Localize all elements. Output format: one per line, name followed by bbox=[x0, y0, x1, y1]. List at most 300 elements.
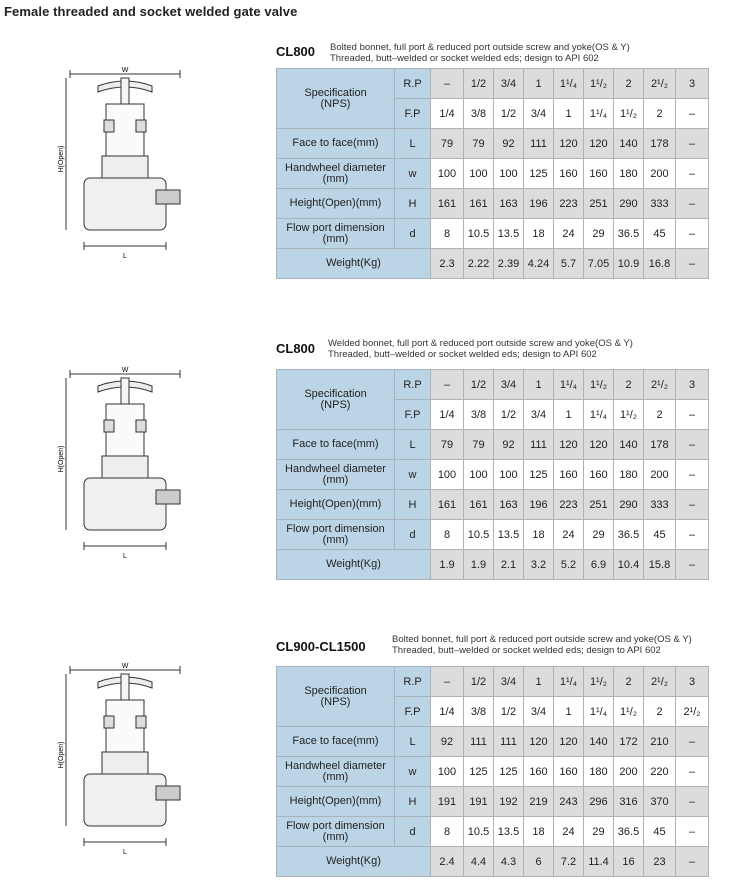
row-label-line: Face to face(mm) bbox=[292, 137, 379, 149]
table-cell: 3/4 bbox=[524, 697, 554, 727]
row-label-line: Flow port dimension bbox=[286, 522, 385, 535]
table-cell: 223 bbox=[554, 189, 584, 219]
row-symbol: H bbox=[395, 787, 431, 817]
table-cell: 1/2 bbox=[494, 697, 524, 727]
table-cell: 2 bbox=[644, 400, 676, 430]
table-cell: 2¹/₂ bbox=[644, 667, 676, 697]
drawing-label-l: L bbox=[123, 849, 127, 856]
row-symbol: w bbox=[395, 159, 431, 189]
table-cell: 161 bbox=[464, 490, 494, 520]
table-cell: 1¹/₂ bbox=[584, 69, 614, 99]
table-cell: 15.8 bbox=[644, 550, 676, 580]
table-cell: 7.05 bbox=[584, 249, 614, 279]
table-cell: 1/2 bbox=[464, 667, 494, 697]
table-cell: – bbox=[676, 817, 709, 847]
table-cell: 36.5 bbox=[614, 817, 644, 847]
row-label-line: Face to face(mm) bbox=[292, 438, 379, 450]
table-cell: 3 bbox=[676, 667, 709, 697]
table-cell: 120 bbox=[584, 430, 614, 460]
row-label-line: Handwheel diameter bbox=[285, 161, 386, 174]
table-cell: 1¹/₂ bbox=[614, 99, 644, 129]
table-cell: – bbox=[676, 430, 709, 460]
description bbox=[328, 338, 633, 360]
table-cell: 18 bbox=[524, 219, 554, 249]
table-cell: 120 bbox=[554, 430, 584, 460]
table-cell: 2.1 bbox=[494, 550, 524, 580]
table-cell: 3/4 bbox=[494, 370, 524, 400]
table-cell: 1 bbox=[554, 400, 584, 430]
table-cell: 2.3 bbox=[431, 249, 464, 279]
table-cell: 3 bbox=[676, 69, 709, 99]
table-row bbox=[277, 219, 709, 249]
row-label-line: Face to face(mm) bbox=[292, 735, 379, 747]
row-label bbox=[277, 817, 395, 847]
table-cell: 3/8 bbox=[464, 99, 494, 129]
table-cell: 333 bbox=[644, 189, 676, 219]
table-cell: 251 bbox=[584, 490, 614, 520]
drawing-label-l: L bbox=[123, 253, 127, 260]
row-symbol: L bbox=[395, 430, 431, 460]
table-cell: 36.5 bbox=[614, 520, 644, 550]
table-cell: 163 bbox=[494, 189, 524, 219]
gate-valve-icon bbox=[60, 364, 200, 564]
table-cell: 23 bbox=[644, 847, 676, 877]
drawing-label-w: W bbox=[121, 663, 129, 670]
table-cell: – bbox=[676, 460, 709, 490]
table-cell: 45 bbox=[644, 817, 676, 847]
table-cell: 8 bbox=[431, 520, 464, 550]
table-cell: 4.3 bbox=[494, 847, 524, 877]
table-cell: 1/4 bbox=[431, 99, 464, 129]
table-cell: 2 bbox=[644, 697, 676, 727]
table-cell: 6.9 bbox=[584, 550, 614, 580]
table-cell: 29 bbox=[584, 817, 614, 847]
table-cell: 120 bbox=[554, 129, 584, 159]
table-cell: 100 bbox=[494, 460, 524, 490]
table-cell: 125 bbox=[524, 460, 554, 490]
gate-valve-icon bbox=[60, 64, 200, 264]
spec-label-line: Specification bbox=[304, 387, 367, 400]
row-label-line: (mm) bbox=[322, 473, 349, 486]
table-cell: 290 bbox=[614, 189, 644, 219]
table-cell: 100 bbox=[464, 159, 494, 189]
table-cell: 100 bbox=[464, 460, 494, 490]
table-row bbox=[277, 370, 709, 400]
spec-table bbox=[276, 68, 709, 279]
table-row bbox=[277, 129, 709, 159]
row-symbol: d bbox=[395, 219, 431, 249]
table-cell: – bbox=[431, 69, 464, 99]
table-cell: 333 bbox=[644, 490, 676, 520]
row-label-line: (mm) bbox=[322, 232, 349, 245]
table-cell: – bbox=[676, 99, 709, 129]
table-cell: 120 bbox=[524, 727, 554, 757]
table-cell: 1¹/₂ bbox=[584, 370, 614, 400]
row-symbol: R.P bbox=[395, 69, 431, 99]
table-cell: 100 bbox=[431, 159, 464, 189]
description bbox=[330, 42, 630, 64]
table-cell: 10.5 bbox=[464, 520, 494, 550]
table-row bbox=[277, 520, 709, 550]
table-cell: 160 bbox=[584, 460, 614, 490]
table-cell: 1.9 bbox=[464, 550, 494, 580]
table-cell: 160 bbox=[554, 460, 584, 490]
table-cell: 1/2 bbox=[494, 400, 524, 430]
class-label: CL800 bbox=[276, 44, 316, 59]
row-label bbox=[277, 129, 395, 159]
table-cell: 16 bbox=[614, 847, 644, 877]
row-label-line: Height(Open)(mm) bbox=[289, 197, 382, 209]
table-cell: 111 bbox=[464, 727, 494, 757]
table-cell: 13.5 bbox=[494, 520, 524, 550]
table-cell: 24 bbox=[554, 219, 584, 249]
table-cell: 1 bbox=[524, 69, 554, 99]
row-label bbox=[277, 727, 395, 757]
table-cell: 1¹/₄ bbox=[584, 697, 614, 727]
table-cell: 4.4 bbox=[464, 847, 494, 877]
row-label-line: Flow port dimension bbox=[286, 221, 385, 234]
table-cell: 79 bbox=[431, 430, 464, 460]
valve-drawing bbox=[60, 660, 200, 860]
table-cell: 29 bbox=[584, 520, 614, 550]
description-line-1: Bolted bonnet, full port & reduced port outside screw and yoke(OS & Y) bbox=[330, 42, 630, 53]
table-cell: 3 bbox=[676, 370, 709, 400]
table-cell: 200 bbox=[614, 757, 644, 787]
drawing-label-w: W bbox=[121, 367, 129, 374]
table-cell: 2¹/₂ bbox=[676, 697, 709, 727]
table-cell: – bbox=[676, 550, 709, 580]
description-line-2: Threaded, butt–welded or socket welded eds; design to API 602 bbox=[328, 349, 597, 360]
table-cell: 6 bbox=[524, 847, 554, 877]
table-cell: 220 bbox=[644, 757, 676, 787]
table-cell: 1¹/₂ bbox=[614, 697, 644, 727]
table-row bbox=[277, 189, 709, 219]
table-cell: 200 bbox=[644, 159, 676, 189]
table-cell: 160 bbox=[554, 159, 584, 189]
table-cell: 1¹/₄ bbox=[554, 370, 584, 400]
table-row bbox=[277, 847, 709, 877]
table-cell: 172 bbox=[614, 727, 644, 757]
drawing-label-l: L bbox=[123, 553, 127, 560]
table-cell: 1¹/₄ bbox=[584, 400, 614, 430]
table-cell: 2.22 bbox=[464, 249, 494, 279]
table-cell: 1¹/₄ bbox=[554, 69, 584, 99]
row-label-line: (mm) bbox=[322, 830, 349, 843]
drawing-label-w: W bbox=[121, 67, 129, 74]
table-cell: 296 bbox=[584, 787, 614, 817]
table-cell: 8 bbox=[431, 219, 464, 249]
row-label-line: (mm) bbox=[322, 533, 349, 546]
table-cell: 18 bbox=[524, 520, 554, 550]
table-cell: 2 bbox=[644, 99, 676, 129]
row-label bbox=[277, 787, 395, 817]
table-cell: 79 bbox=[464, 129, 494, 159]
table-cell: 125 bbox=[494, 757, 524, 787]
table-cell: 192 bbox=[494, 787, 524, 817]
row-label-line: Flow port dimension bbox=[286, 819, 385, 832]
spec-label bbox=[277, 69, 395, 129]
row-label-line: Weight(Kg) bbox=[326, 855, 381, 867]
row-symbol: L bbox=[395, 129, 431, 159]
table-row bbox=[277, 159, 709, 189]
table-cell: 1¹/₄ bbox=[554, 667, 584, 697]
table-cell: 180 bbox=[614, 460, 644, 490]
spec-table bbox=[276, 666, 709, 877]
table-cell: 191 bbox=[431, 787, 464, 817]
row-label bbox=[277, 189, 395, 219]
row-label bbox=[277, 249, 431, 279]
table-row bbox=[277, 550, 709, 580]
table-cell: 79 bbox=[431, 129, 464, 159]
table-cell: 160 bbox=[584, 159, 614, 189]
row-symbol: H bbox=[395, 189, 431, 219]
table-cell: 1/2 bbox=[464, 69, 494, 99]
table-cell: 36.5 bbox=[614, 219, 644, 249]
row-symbol: R.P bbox=[395, 667, 431, 697]
table-cell: 120 bbox=[584, 129, 614, 159]
table-cell: 45 bbox=[644, 219, 676, 249]
table-cell: 125 bbox=[524, 159, 554, 189]
table-cell: – bbox=[676, 520, 709, 550]
table-cell: 196 bbox=[524, 189, 554, 219]
table-cell: 140 bbox=[614, 430, 644, 460]
table-cell: 4.24 bbox=[524, 249, 554, 279]
table-cell: 161 bbox=[431, 490, 464, 520]
row-label bbox=[277, 159, 395, 189]
table-cell: 10.4 bbox=[614, 550, 644, 580]
table-cell: 18 bbox=[524, 817, 554, 847]
row-label-line: Handwheel diameter bbox=[285, 759, 386, 772]
table-cell: 3/4 bbox=[524, 99, 554, 129]
table-cell: 160 bbox=[554, 757, 584, 787]
row-label bbox=[277, 490, 395, 520]
table-cell: 2.4 bbox=[431, 847, 464, 877]
table-cell: – bbox=[431, 667, 464, 697]
spec-label bbox=[277, 667, 395, 727]
table-cell: 10.5 bbox=[464, 219, 494, 249]
table-cell: 16.8 bbox=[644, 249, 676, 279]
table-cell: 1¹/₂ bbox=[584, 667, 614, 697]
table-cell: 1/2 bbox=[464, 370, 494, 400]
table-cell: 92 bbox=[494, 129, 524, 159]
row-label-line: Handwheel diameter bbox=[285, 462, 386, 475]
table-cell: 3/4 bbox=[494, 69, 524, 99]
row-label-line: Height(Open)(mm) bbox=[289, 795, 382, 807]
table-cell: – bbox=[431, 370, 464, 400]
table-cell: – bbox=[676, 757, 709, 787]
row-symbol: F.P bbox=[395, 99, 431, 129]
table-cell: – bbox=[676, 219, 709, 249]
table-cell: 370 bbox=[644, 787, 676, 817]
drawing-label-h: H(Open) bbox=[58, 741, 65, 769]
spec-table bbox=[276, 369, 709, 580]
row-label bbox=[277, 757, 395, 787]
description-line-2: Threaded, butt–welded or socket welded eds; design to API 602 bbox=[392, 645, 661, 656]
table-cell: 178 bbox=[644, 430, 676, 460]
row-label-line: Weight(Kg) bbox=[326, 257, 381, 269]
row-symbol: H bbox=[395, 490, 431, 520]
table-cell: 2 bbox=[614, 69, 644, 99]
table-cell: 200 bbox=[644, 460, 676, 490]
table-row bbox=[277, 490, 709, 520]
table-cell: 100 bbox=[494, 159, 524, 189]
row-symbol: w bbox=[395, 460, 431, 490]
row-label bbox=[277, 219, 395, 249]
spec-label bbox=[277, 370, 395, 430]
valve-drawing bbox=[60, 364, 200, 564]
table-cell: 2 bbox=[614, 667, 644, 697]
table-cell: 5.7 bbox=[554, 249, 584, 279]
table-row bbox=[277, 787, 709, 817]
table-cell: – bbox=[676, 249, 709, 279]
table-cell: 180 bbox=[614, 159, 644, 189]
row-label-line: (mm) bbox=[322, 172, 349, 185]
table-cell: 3/4 bbox=[494, 667, 524, 697]
description-line-1: Bolted bonnet, full port & reduced port outside screw and yoke(OS & Y) bbox=[392, 634, 692, 645]
table-cell: 1 bbox=[524, 370, 554, 400]
table-cell: 3/8 bbox=[464, 400, 494, 430]
row-symbol: d bbox=[395, 817, 431, 847]
row-symbol: d bbox=[395, 520, 431, 550]
table-cell: 161 bbox=[464, 189, 494, 219]
drawing-label-h: H(Open) bbox=[58, 445, 65, 473]
table-cell: 1 bbox=[554, 697, 584, 727]
table-cell: – bbox=[676, 490, 709, 520]
table-cell: 243 bbox=[554, 787, 584, 817]
row-label bbox=[277, 847, 431, 877]
table-cell: 180 bbox=[584, 757, 614, 787]
table-cell: 3.2 bbox=[524, 550, 554, 580]
spec-label-line: (NPS) bbox=[320, 695, 351, 708]
table-row bbox=[277, 249, 709, 279]
table-cell: 140 bbox=[584, 727, 614, 757]
spec-label-line: (NPS) bbox=[320, 97, 351, 110]
table-row bbox=[277, 757, 709, 787]
table-cell: 1/4 bbox=[431, 697, 464, 727]
row-symbol: R.P bbox=[395, 370, 431, 400]
table-cell: 120 bbox=[554, 727, 584, 757]
row-symbol: F.P bbox=[395, 697, 431, 727]
table-cell: – bbox=[676, 847, 709, 877]
table-cell: 13.5 bbox=[494, 817, 524, 847]
table-cell: 24 bbox=[554, 817, 584, 847]
table-cell: 11.4 bbox=[584, 847, 614, 877]
table-cell: 251 bbox=[584, 189, 614, 219]
table-cell: 2 bbox=[614, 370, 644, 400]
table-row bbox=[277, 69, 709, 99]
table-cell: 111 bbox=[524, 129, 554, 159]
table-cell: 316 bbox=[614, 787, 644, 817]
table-cell: 8 bbox=[431, 817, 464, 847]
table-cell: – bbox=[676, 189, 709, 219]
row-label bbox=[277, 520, 395, 550]
row-label-line: Height(Open)(mm) bbox=[289, 498, 382, 510]
row-label bbox=[277, 550, 431, 580]
table-cell: – bbox=[676, 727, 709, 757]
table-cell: 2¹/₂ bbox=[644, 69, 676, 99]
table-cell: 210 bbox=[644, 727, 676, 757]
table-cell: 111 bbox=[494, 727, 524, 757]
table-row bbox=[277, 430, 709, 460]
description-line-1: Welded bonnet, full port & reduced port outside screw and yoke(OS & Y) bbox=[328, 338, 633, 349]
table-cell: – bbox=[676, 787, 709, 817]
table-cell: – bbox=[676, 159, 709, 189]
table-cell: 219 bbox=[524, 787, 554, 817]
table-cell: 3/4 bbox=[524, 400, 554, 430]
valve-drawing bbox=[60, 64, 200, 264]
spec-label-line: (NPS) bbox=[320, 398, 351, 411]
table-cell: 1 bbox=[554, 99, 584, 129]
table-cell: 1¹/₂ bbox=[614, 400, 644, 430]
table-cell: 111 bbox=[524, 430, 554, 460]
table-cell: 196 bbox=[524, 490, 554, 520]
table-cell: 79 bbox=[464, 430, 494, 460]
table-cell: 1.9 bbox=[431, 550, 464, 580]
row-label bbox=[277, 460, 395, 490]
table-cell: 290 bbox=[614, 490, 644, 520]
table-row bbox=[277, 727, 709, 757]
row-label-line: (mm) bbox=[322, 770, 349, 783]
table-cell: 1/2 bbox=[494, 99, 524, 129]
table-cell: 140 bbox=[614, 129, 644, 159]
table-cell: 10.9 bbox=[614, 249, 644, 279]
table-cell: 5.2 bbox=[554, 550, 584, 580]
table-cell: 160 bbox=[524, 757, 554, 787]
class-label: CL800 bbox=[276, 341, 316, 356]
table-cell: – bbox=[676, 400, 709, 430]
description bbox=[392, 634, 692, 656]
table-cell: 1/4 bbox=[431, 400, 464, 430]
gate-valve-icon bbox=[60, 660, 200, 860]
row-label bbox=[277, 430, 395, 460]
description-line-2: Threaded, butt–welded or socket welded eds; design to API 602 bbox=[330, 53, 599, 64]
table-cell: 1¹/₄ bbox=[584, 99, 614, 129]
table-cell: 100 bbox=[431, 460, 464, 490]
table-cell: 1 bbox=[524, 667, 554, 697]
table-cell: 92 bbox=[431, 727, 464, 757]
table-cell: 161 bbox=[431, 189, 464, 219]
table-cell: 29 bbox=[584, 219, 614, 249]
table-cell: 2.39 bbox=[494, 249, 524, 279]
table-cell: 7.2 bbox=[554, 847, 584, 877]
table-cell: 178 bbox=[644, 129, 676, 159]
row-symbol: F.P bbox=[395, 400, 431, 430]
table-cell: – bbox=[676, 129, 709, 159]
table-cell: 191 bbox=[464, 787, 494, 817]
table-row bbox=[277, 667, 709, 697]
table-cell: 13.5 bbox=[494, 219, 524, 249]
row-symbol: w bbox=[395, 757, 431, 787]
table-cell: 125 bbox=[464, 757, 494, 787]
class-label: CL900-CL1500 bbox=[276, 639, 366, 654]
table-cell: 3/8 bbox=[464, 697, 494, 727]
row-label-line: Weight(Kg) bbox=[326, 558, 381, 570]
table-cell: 24 bbox=[554, 520, 584, 550]
table-cell: 223 bbox=[554, 490, 584, 520]
drawing-label-h: H(Open) bbox=[58, 145, 65, 173]
row-symbol: L bbox=[395, 727, 431, 757]
page-title: Female threaded and socket welded gate valve bbox=[4, 4, 298, 19]
table-cell: 100 bbox=[431, 757, 464, 787]
table-row bbox=[277, 817, 709, 847]
spec-label-line: Specification bbox=[304, 86, 367, 99]
spec-label-line: Specification bbox=[304, 684, 367, 697]
table-cell: 10.5 bbox=[464, 817, 494, 847]
table-cell: 45 bbox=[644, 520, 676, 550]
table-cell: 2¹/₂ bbox=[644, 370, 676, 400]
table-cell: 92 bbox=[494, 430, 524, 460]
table-cell: 163 bbox=[494, 490, 524, 520]
